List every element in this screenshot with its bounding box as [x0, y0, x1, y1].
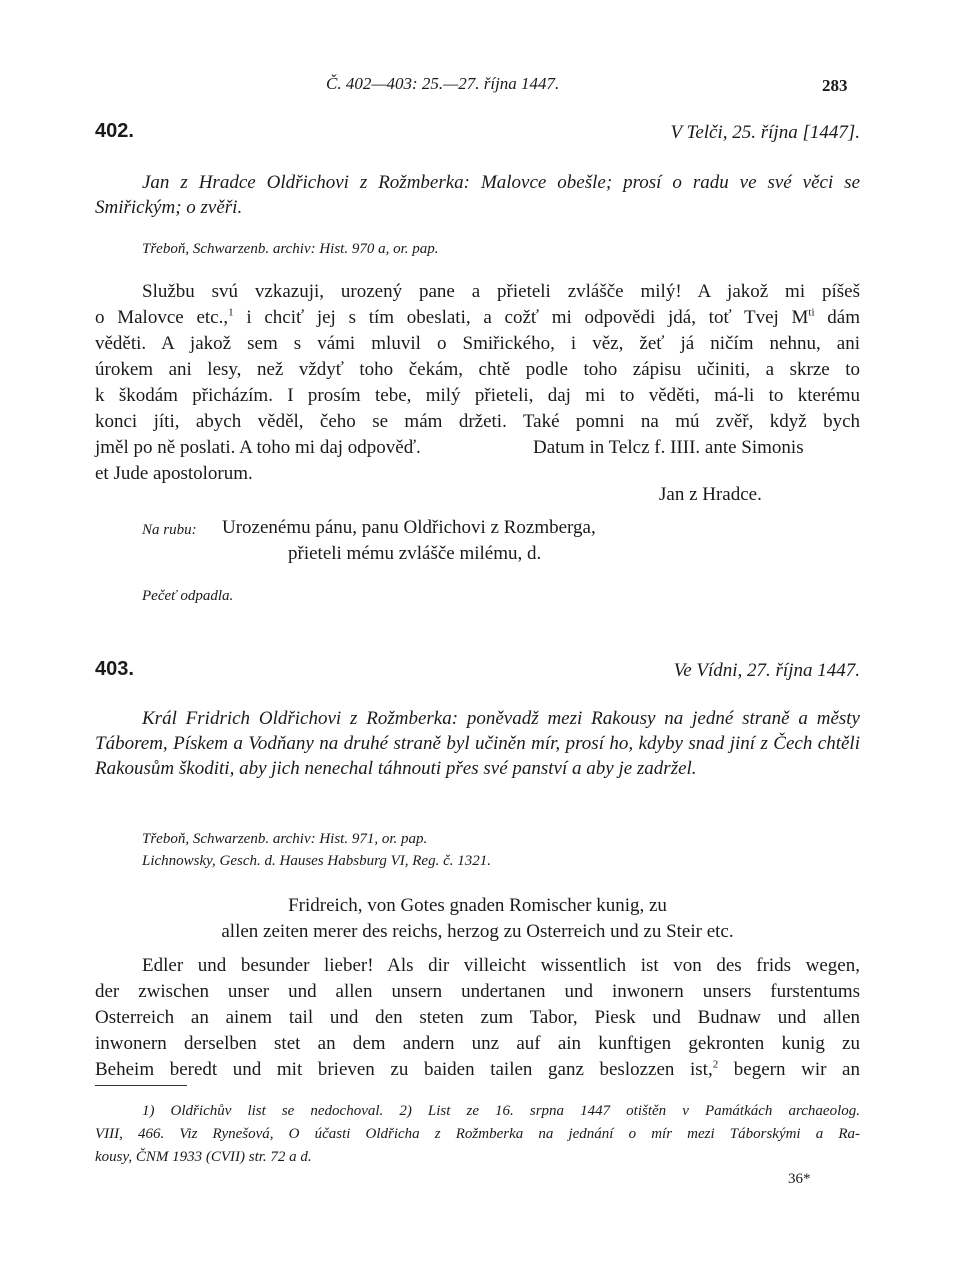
- text-line: Službu svú vzkazuji, urozený pane a přieteli zvlášče milý! A jakož mi píšeš: [142, 281, 860, 302]
- text-line: Beheim beredt und mit brieven zu baiden tailen ganz beslozzen ist,$^2$ begern wir an: [95, 1058, 860, 1080]
- address-line-1: Urozenému pánu, panu Oldřichovi z Rozmberga,: [222, 517, 596, 538]
- text-line: jměl po ně poslati. A toho mi daj odpověď. Datum in Telcz f. IIII. ante Simonis: [95, 435, 860, 461]
- document-403-source-1: Třeboň, Schwarzenb. archiv: Hist. 971, or. pap.: [142, 831, 428, 847]
- text-line: věděti. A jakož sem s vámi mluvil o Smiřického, i věz, žeť já ničím nehnu, ani: [95, 333, 860, 354]
- footnote-mark: 1: [228, 306, 234, 319]
- document-402-source: Třeboň, Schwarzenb. archiv: Hist. 970 a, or. pap.: [142, 241, 439, 257]
- document-403-place-date: Ve Vídni, 27. října 1447.: [673, 660, 860, 681]
- document-402-text: [95, 279, 860, 487]
- document-402-signature: Jan z Hradce.: [659, 484, 762, 505]
- page-number: 283: [822, 76, 848, 95]
- text-line: der zwischen unser und allen unsern undertanen und inwonern unsers furstentums: [95, 981, 860, 1002]
- footnotes: [95, 1100, 860, 1169]
- text-line: úrokem ani lesy, než vždyť toho čekám, chtě podle toho zápisu učiniti, a skrze to: [95, 359, 860, 380]
- intitulatio-line-2: allen zeiten merer des reichs, herzog zu Osterreich und zu Steir etc.: [221, 921, 734, 942]
- footnote-line: VIII, 466. Viz Rynešová, O účasti Oldřicha z Rožmberka na jednání o mír mezi Táborskými a Ra-: [95, 1126, 860, 1142]
- text-line: k škodám přicházím. I prosím tebe, milý přieteli, daj mi to věděti, má-li to kterému: [95, 385, 860, 406]
- document-403-number: 403.: [95, 658, 134, 680]
- dating-clause: Datum in Telcz f. IIII. ante Simonis: [533, 437, 804, 458]
- footnote-line: 1) Oldřichův list se nedochoval. 2) List ze 16. srpna 1447 otištěn v Památkách archaeolog.: [142, 1103, 860, 1119]
- text-line: Edler und besunder lieber! Als dir villeicht wissentlich ist von des frids wegen,: [142, 955, 860, 976]
- text-line: Osterreich an ainem tail und den steten zum Tabor, Piesk und Budnaw und allen: [95, 1007, 860, 1028]
- text-line: inwonern derselben stet an dem andern unz auf ain kunftigen gekronten kunig zu: [95, 1033, 860, 1054]
- running-header-title: Č. 402—403: 25.—27. října 1447.: [326, 74, 560, 93]
- intitulatio-line-1: Fridreich, von Gotes gnaden Romischer kunig, zu: [288, 895, 667, 916]
- document-403-regest: Král Fridrich Oldřichovi z Rožmberka: poněvadž mezi Rakousy na jedné straně a městy Táborem, Pískem a Vodňany na druhé straně byl učiněn mír, prosí ho, kdyby snad jiní z Čech chtěli Rakousům škoditi, aby jich nenechal táhnouti přes své panství a aby je zadržel.: [95, 708, 860, 779]
- document-402-regest: Jan z Hradce Oldřichovi z Rožmberka: Malovce obešle; prosí o radu ve své věci se Smiřickým; o zvěři.: [95, 172, 860, 218]
- superscript: ti: [808, 306, 815, 319]
- document-402-place-date: V Telči, 25. října [1447].: [670, 122, 860, 143]
- seal-note: Pečeť odpadla.: [142, 588, 234, 604]
- text-line: konci jíti, abych věděl, čeho se mám držeti. Také pomni na mú zvěř, když bych: [95, 411, 860, 432]
- address-label: Na rubu:: [142, 522, 197, 538]
- footnote-mark: 2: [712, 1058, 719, 1071]
- footnote-separator: [95, 1085, 187, 1086]
- document-403-text: [95, 953, 860, 1083]
- footnote-line: kousy, ČNM 1933 (CVII) str. 72 a d.: [95, 1149, 312, 1165]
- text-line: et Jude apostolorum.: [95, 463, 253, 484]
- document-402-number: 402.: [95, 120, 134, 142]
- signature-mark: 36*: [788, 1171, 811, 1187]
- text-line: o Malovce etc.,$^1$ i chciť jej s tím obeslati, a cožť mi odpovědi jdá, toť Tvej $M^{ti}$ dám: [95, 306, 860, 328]
- document-403-source-2: Lichnowsky, Gesch. d. Hauses Habsburg VI, Reg. č. 1321.: [142, 853, 491, 869]
- address-line-2: přieteli mému zvlášče milému, d.: [288, 543, 542, 564]
